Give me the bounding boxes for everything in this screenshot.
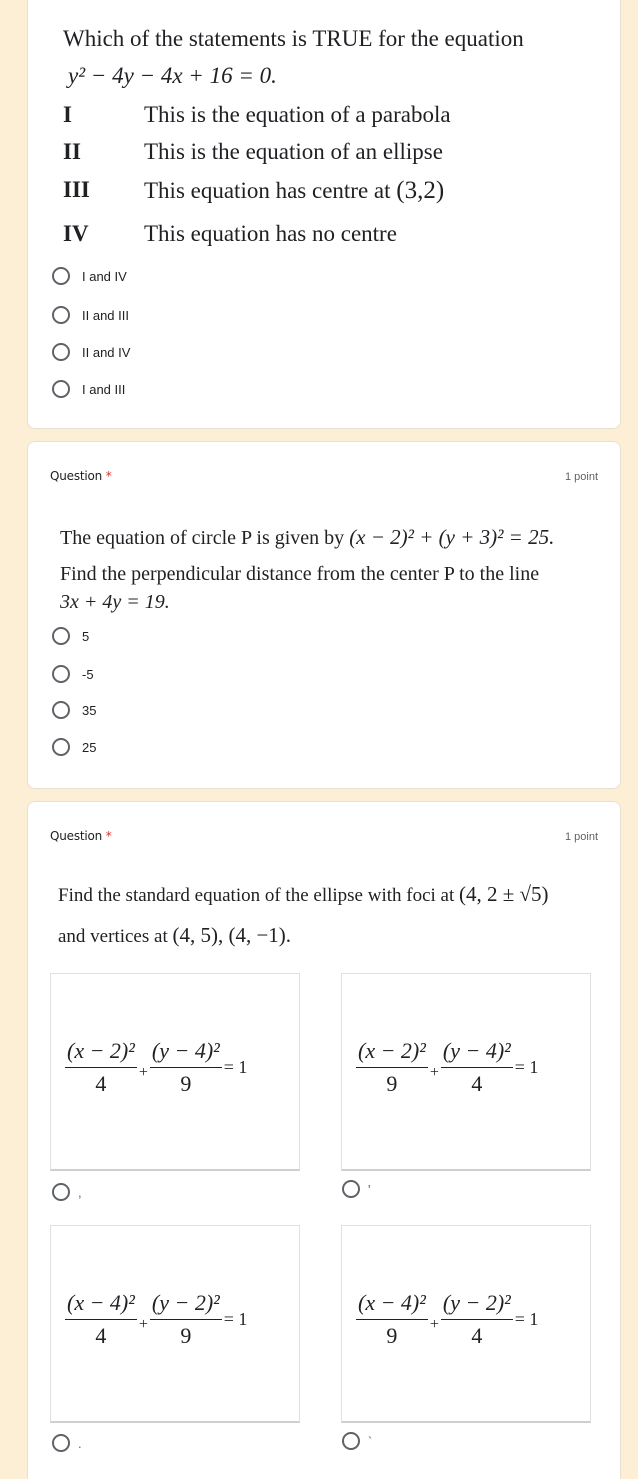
q2-stem-line2: Find the perpendicular distance from the center P to the line [60, 563, 540, 585]
statement-text: This equation has no centre [144, 221, 397, 246]
statement-text: This equation has centre at (3,2) [144, 177, 445, 204]
statement-number: III [63, 177, 90, 202]
required-asterisk: * [105, 469, 112, 483]
choice-image-b[interactable] [341, 973, 591, 1171]
choice-image-d[interactable] [341, 1225, 591, 1423]
question-card-1 [27, 0, 621, 429]
q3-stem-line1: Find the standard equation of the ellipse with foci at (4, 2 ± √5) [58, 882, 549, 906]
option-i-and-iv[interactable]: I and IV [52, 264, 127, 288]
radio-button[interactable] [52, 627, 70, 645]
statement-number: II [63, 139, 81, 164]
question-label: Question * [50, 469, 112, 483]
statement-number: IV [63, 221, 89, 246]
radio-button[interactable] [52, 343, 70, 361]
q1-stem: Which of the statements is TRUE for the equation [63, 26, 524, 51]
foci-value: (4, 2 ± √5) [459, 882, 549, 906]
statement-text: This is the equation of a parabola [144, 102, 451, 127]
centre-point: (3,2) [396, 177, 445, 204]
points-label: 1 point [564, 831, 598, 843]
choice-image-c[interactable] [50, 1225, 300, 1423]
option-ii-and-iv[interactable]: II and IV [52, 340, 130, 364]
q1-equation: y² − 4y − 4x + 16 = 0. [68, 63, 277, 88]
radio-button[interactable] [52, 1434, 70, 1452]
radio-button[interactable] [52, 306, 70, 324]
required-asterisk: * [105, 829, 112, 843]
radio-button[interactable] [52, 701, 70, 719]
question-label: Question * [50, 829, 112, 843]
option-i-and-iii[interactable]: I and III [52, 377, 125, 401]
option-35[interactable]: 35 [52, 698, 96, 722]
option-25[interactable]: 25 [52, 735, 96, 759]
equation-b: $\frac{\text{(x − 2)²}}{9}$ + $\frac{\text{(y − 4)²}}{4}$ = 1 [358, 1038, 539, 1096]
question-card-2 [27, 441, 621, 789]
equation-c: $\frac{\text{(x − 4)²}}{4}$ + $\frac{\text{(y − 2)²}}{9}$ = 1 [67, 1290, 248, 1348]
vertices-value: (4, 5), (4, −1). [172, 923, 292, 947]
points-label: 1 point [564, 471, 598, 483]
circle-equation: (x − 2)² + (y + 3)² = 25. [349, 525, 555, 549]
statement-number: I [63, 102, 72, 127]
choice-radio-a[interactable]: , [52, 1180, 82, 1204]
option-neg-5[interactable]: -5 [52, 662, 94, 686]
choice-radio-d[interactable]: ` [342, 1429, 372, 1453]
q2-line-equation: 3x + 4y = 19. [60, 591, 170, 613]
option-5[interactable]: 5 [52, 624, 89, 648]
radio-button[interactable] [52, 665, 70, 683]
radio-button[interactable] [52, 267, 70, 285]
equation-a: $\frac{\text{(x − 2)²}}{4}$ + $\frac{\text{(y − 4)²}}{9}$ = 1 [67, 1038, 248, 1096]
q2-stem-line1: The equation of circle P is given by (x − 2)² + (y + 3)² = 25. [60, 525, 555, 549]
equation-d: $\frac{\text{(x − 4)²}}{9}$ + $\frac{\text{(y − 2)²}}{4}$ = 1 [358, 1290, 539, 1348]
statement-text: This is the equation of an ellipse [144, 139, 443, 164]
radio-button[interactable] [52, 380, 70, 398]
radio-button[interactable] [52, 738, 70, 756]
option-ii-and-iii[interactable]: II and III [52, 303, 129, 327]
question-card-3 [27, 801, 621, 1479]
choice-image-a[interactable] [50, 973, 300, 1171]
radio-button[interactable] [52, 1183, 70, 1201]
radio-button[interactable] [342, 1432, 360, 1450]
choice-radio-c[interactable]: . [52, 1431, 82, 1455]
q3-stem-line2: and vertices at (4, 5), (4, −1). [58, 923, 292, 947]
radio-button[interactable] [342, 1180, 360, 1198]
choice-radio-b[interactable]: ' [342, 1177, 370, 1201]
